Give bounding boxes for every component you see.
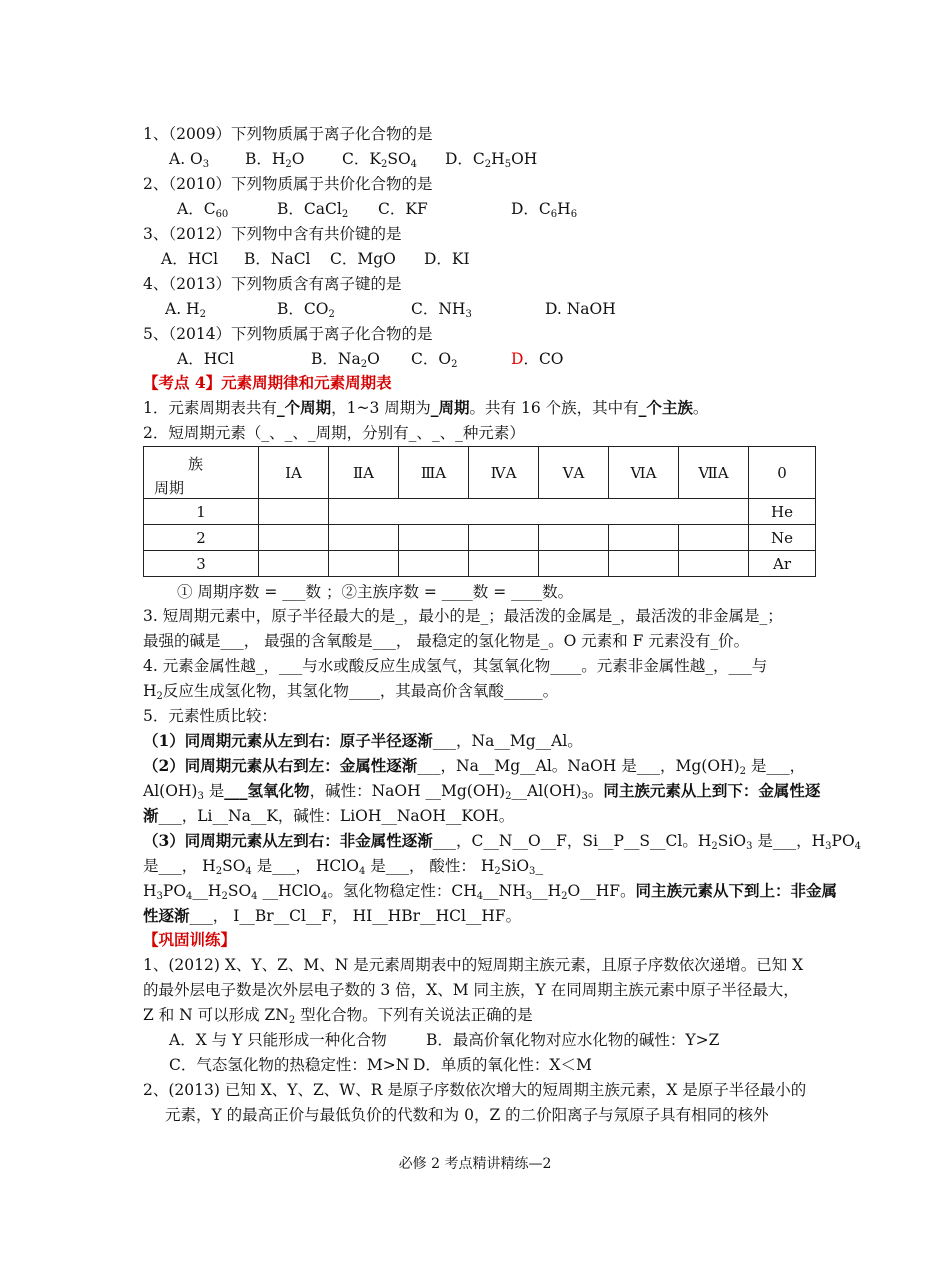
table-row	[144, 499, 816, 525]
page-footer: 必修 2 考点精讲精练—2	[398, 1156, 552, 1172]
corner-cell: 族 周期	[144, 447, 259, 499]
practice-1-line-1: 1、(2012) X、Y、Z、M、N 是元素周期表中的短周期主族元素，且原子序数依次递增。已知 X	[143, 956, 804, 974]
table-cell	[469, 525, 539, 551]
practice-1-line-2: 的最外层电子数是次外层电子数的 3 倍，X、M 同主族，Y 在同周期主族元素中原子半径最大，	[143, 981, 799, 999]
noble-gas-cell: He	[749, 499, 816, 525]
option-c: C．KF	[378, 200, 428, 218]
option-b: B．NaCl	[244, 250, 311, 268]
rule-2-line-1: （2）同周期元素从右到左：金属性逐渐___，Na__Mg__Al。NaOH 是___，$Mg(OH)_2$ 是___，	[143, 756, 806, 777]
option-a: A. $O_3$	[169, 150, 210, 170]
practice-2-line-1: 2、(2013) 已知 X、Y、Z、W、R 是原子序数依次增大的短周期主族元素，X 是原子半径最小的	[143, 1081, 807, 1099]
option-d: D．$C_2H_5OH$	[445, 150, 538, 170]
option-c: C．$O_2$	[411, 350, 458, 370]
paragraph-4b: $H_2$反应生成氢化物，其氢化物____，其最高价含氧酸_____。	[143, 682, 559, 702]
table-cell	[399, 551, 469, 577]
option-c: C．气态氢化物的热稳定性：M>N	[169, 1056, 410, 1074]
periodic-table	[143, 446, 816, 577]
table-cell	[329, 499, 749, 525]
period-label: 2	[144, 525, 259, 551]
table-row	[144, 525, 816, 551]
option-d: D. NaOH	[545, 300, 616, 318]
practice-2-line-2: 元素，Y 的最高正价与最低负价的代数和为 0，Z 的二价阳离子与氖原子具有相同的核外	[165, 1106, 769, 1124]
option-d: D．单质的氧化性：X＜M	[413, 1056, 592, 1074]
table-cell	[679, 525, 749, 551]
paragraph-1: 1．元素周期表共有_个周期，1~3 周期为_周期。共有 16 个族，其中有_个主族。	[143, 398, 709, 417]
table-cell	[329, 551, 399, 577]
option-b: B．$Na_2O$	[311, 350, 380, 370]
option-a: A．HCl	[177, 350, 235, 368]
option-d: D．CO	[511, 350, 564, 368]
table-row	[144, 551, 816, 577]
table-cell	[399, 525, 469, 551]
option-c: C．MgO	[330, 250, 396, 268]
section-title: 【考点 4】元素周期律和元素周期表	[143, 373, 392, 392]
group-header: ⅣA	[469, 447, 539, 499]
table-cell	[259, 499, 329, 525]
period-label: 1	[144, 499, 259, 525]
rule-1: （1）同周期元素从左到右：原子半径逐渐___，Na__Mg__Al。	[143, 731, 583, 750]
rule-3-line-2: 是___， $H_2SO_4$ 是___， HClO$_4$ 是___， 酸性： $H_2SiO_3\_$	[143, 857, 544, 877]
rule-2-line-3: 渐___，Li__Na__K，碱性：LiOH__NaOH__KOH。	[143, 806, 515, 825]
table-cell	[609, 551, 679, 577]
option-b: B．CaCl$_2$	[277, 200, 349, 220]
option-b: B．$CO_2$	[277, 300, 335, 320]
question-2-stem: 2、（2010）下列物质属于共价化合物的是	[143, 175, 433, 193]
paragraph-5: 5．元素性质比较：	[143, 707, 277, 725]
table-cell	[539, 525, 609, 551]
question-3-stem: 3、（2012）下列物中含有共价键的是	[143, 225, 402, 243]
rule-3-line-1: （3）同周期元素从左到右：非金属性逐渐___，C__N__O__F，Si__P__S__Cl。$H_2SiO_3$ 是___，$H_3PO_4$	[143, 831, 862, 852]
group-header: 0	[749, 447, 816, 499]
option-a: A．X 与 Y 只能形成一种化合物	[169, 1031, 387, 1049]
table-note: ① 周期序数 = ___数 ；②主族序数 = ____数 = ____数。	[177, 583, 574, 601]
group-header: ⅤA	[539, 447, 609, 499]
group-header: ⅢA	[399, 447, 469, 499]
period-label: 3	[144, 551, 259, 577]
paragraph-3a: 3. 短周期元素中，原子半径最大的是_，最小的是_；最活泼的金属是_，最活泼的非金属是_；	[143, 607, 783, 625]
option-d: D．KI	[424, 250, 470, 268]
paragraph-3b: 最强的碱是___， 最强的含氧酸是___， 最稳定的氢化物是_。O 元素和 F 元素没有_价。	[143, 632, 750, 650]
noble-gas-cell: Ne	[749, 525, 816, 551]
question-1-stem: 1、（2009）下列物质属于离子化合物的是	[143, 125, 433, 143]
option-b: B．最高价氧化物对应水化物的碱性：Y>Z	[426, 1031, 720, 1049]
option-d: D．$C_6H_6$	[511, 200, 578, 220]
paragraph-2: 2．短周期元素（_、_、_周期，分别有_、_、_种元素）	[143, 424, 525, 442]
table-cell	[679, 551, 749, 577]
question-4-stem: 4、（2013）下列物质含有离子键的是	[143, 275, 402, 293]
practice-title: 【巩固训练】	[143, 930, 237, 949]
table-header-row	[144, 447, 816, 499]
table-cell	[609, 525, 679, 551]
practice-1-line-3: Z 和 N 可以形成 $ZN_2$ 型化合物。下列有关说法正确的是	[143, 1006, 533, 1026]
table-cell	[259, 525, 329, 551]
option-c: C．$NH_3$	[411, 300, 472, 320]
noble-gas-cell: Ar	[749, 551, 816, 577]
option-a: A. $H_2$	[165, 300, 206, 320]
option-a: A．$C_{60}$	[177, 200, 229, 220]
table-cell	[259, 551, 329, 577]
group-header: ⅡA	[329, 447, 399, 499]
rule-2-line-2: $Al(OH)_3$ 是___氢氧化物，碱性：NaOH $\_\_Mg(OH)_2\_\_Al(OH)_3$。同主族元素从上到下：金属性逐	[143, 781, 821, 802]
rule-3-line-3: $H_3PO_4\_\_H_2SO_4$ __HClO$_4$。氢化物稳定性：$CH_4\_\_NH_3\_\_H_2O\_\_HF$。同主族元素从下到上：非金属	[143, 881, 838, 902]
question-5-stem: 5、（2014）下列物质属于离子化合物的是	[143, 325, 433, 343]
option-a: A．HCl	[161, 250, 219, 268]
group-header: ⅠA	[259, 447, 329, 499]
group-header: ⅥA	[609, 447, 679, 499]
rule-3-line-4: 性逐渐___， I__Br__Cl__F， HI__HBr__HCl__HF。	[143, 906, 522, 925]
table-cell	[539, 551, 609, 577]
option-c: C．$K_2SO_4$	[342, 150, 418, 170]
group-header: ⅦA	[679, 447, 749, 499]
table-cell	[469, 551, 539, 577]
table-cell	[329, 525, 399, 551]
option-b: B．$H_2O$	[245, 150, 305, 170]
paragraph-4a: 4. 元素金属性越_，___与水或酸反应生成氢气，其氢氧化物____。元素非金属性越_，___与	[143, 657, 768, 675]
